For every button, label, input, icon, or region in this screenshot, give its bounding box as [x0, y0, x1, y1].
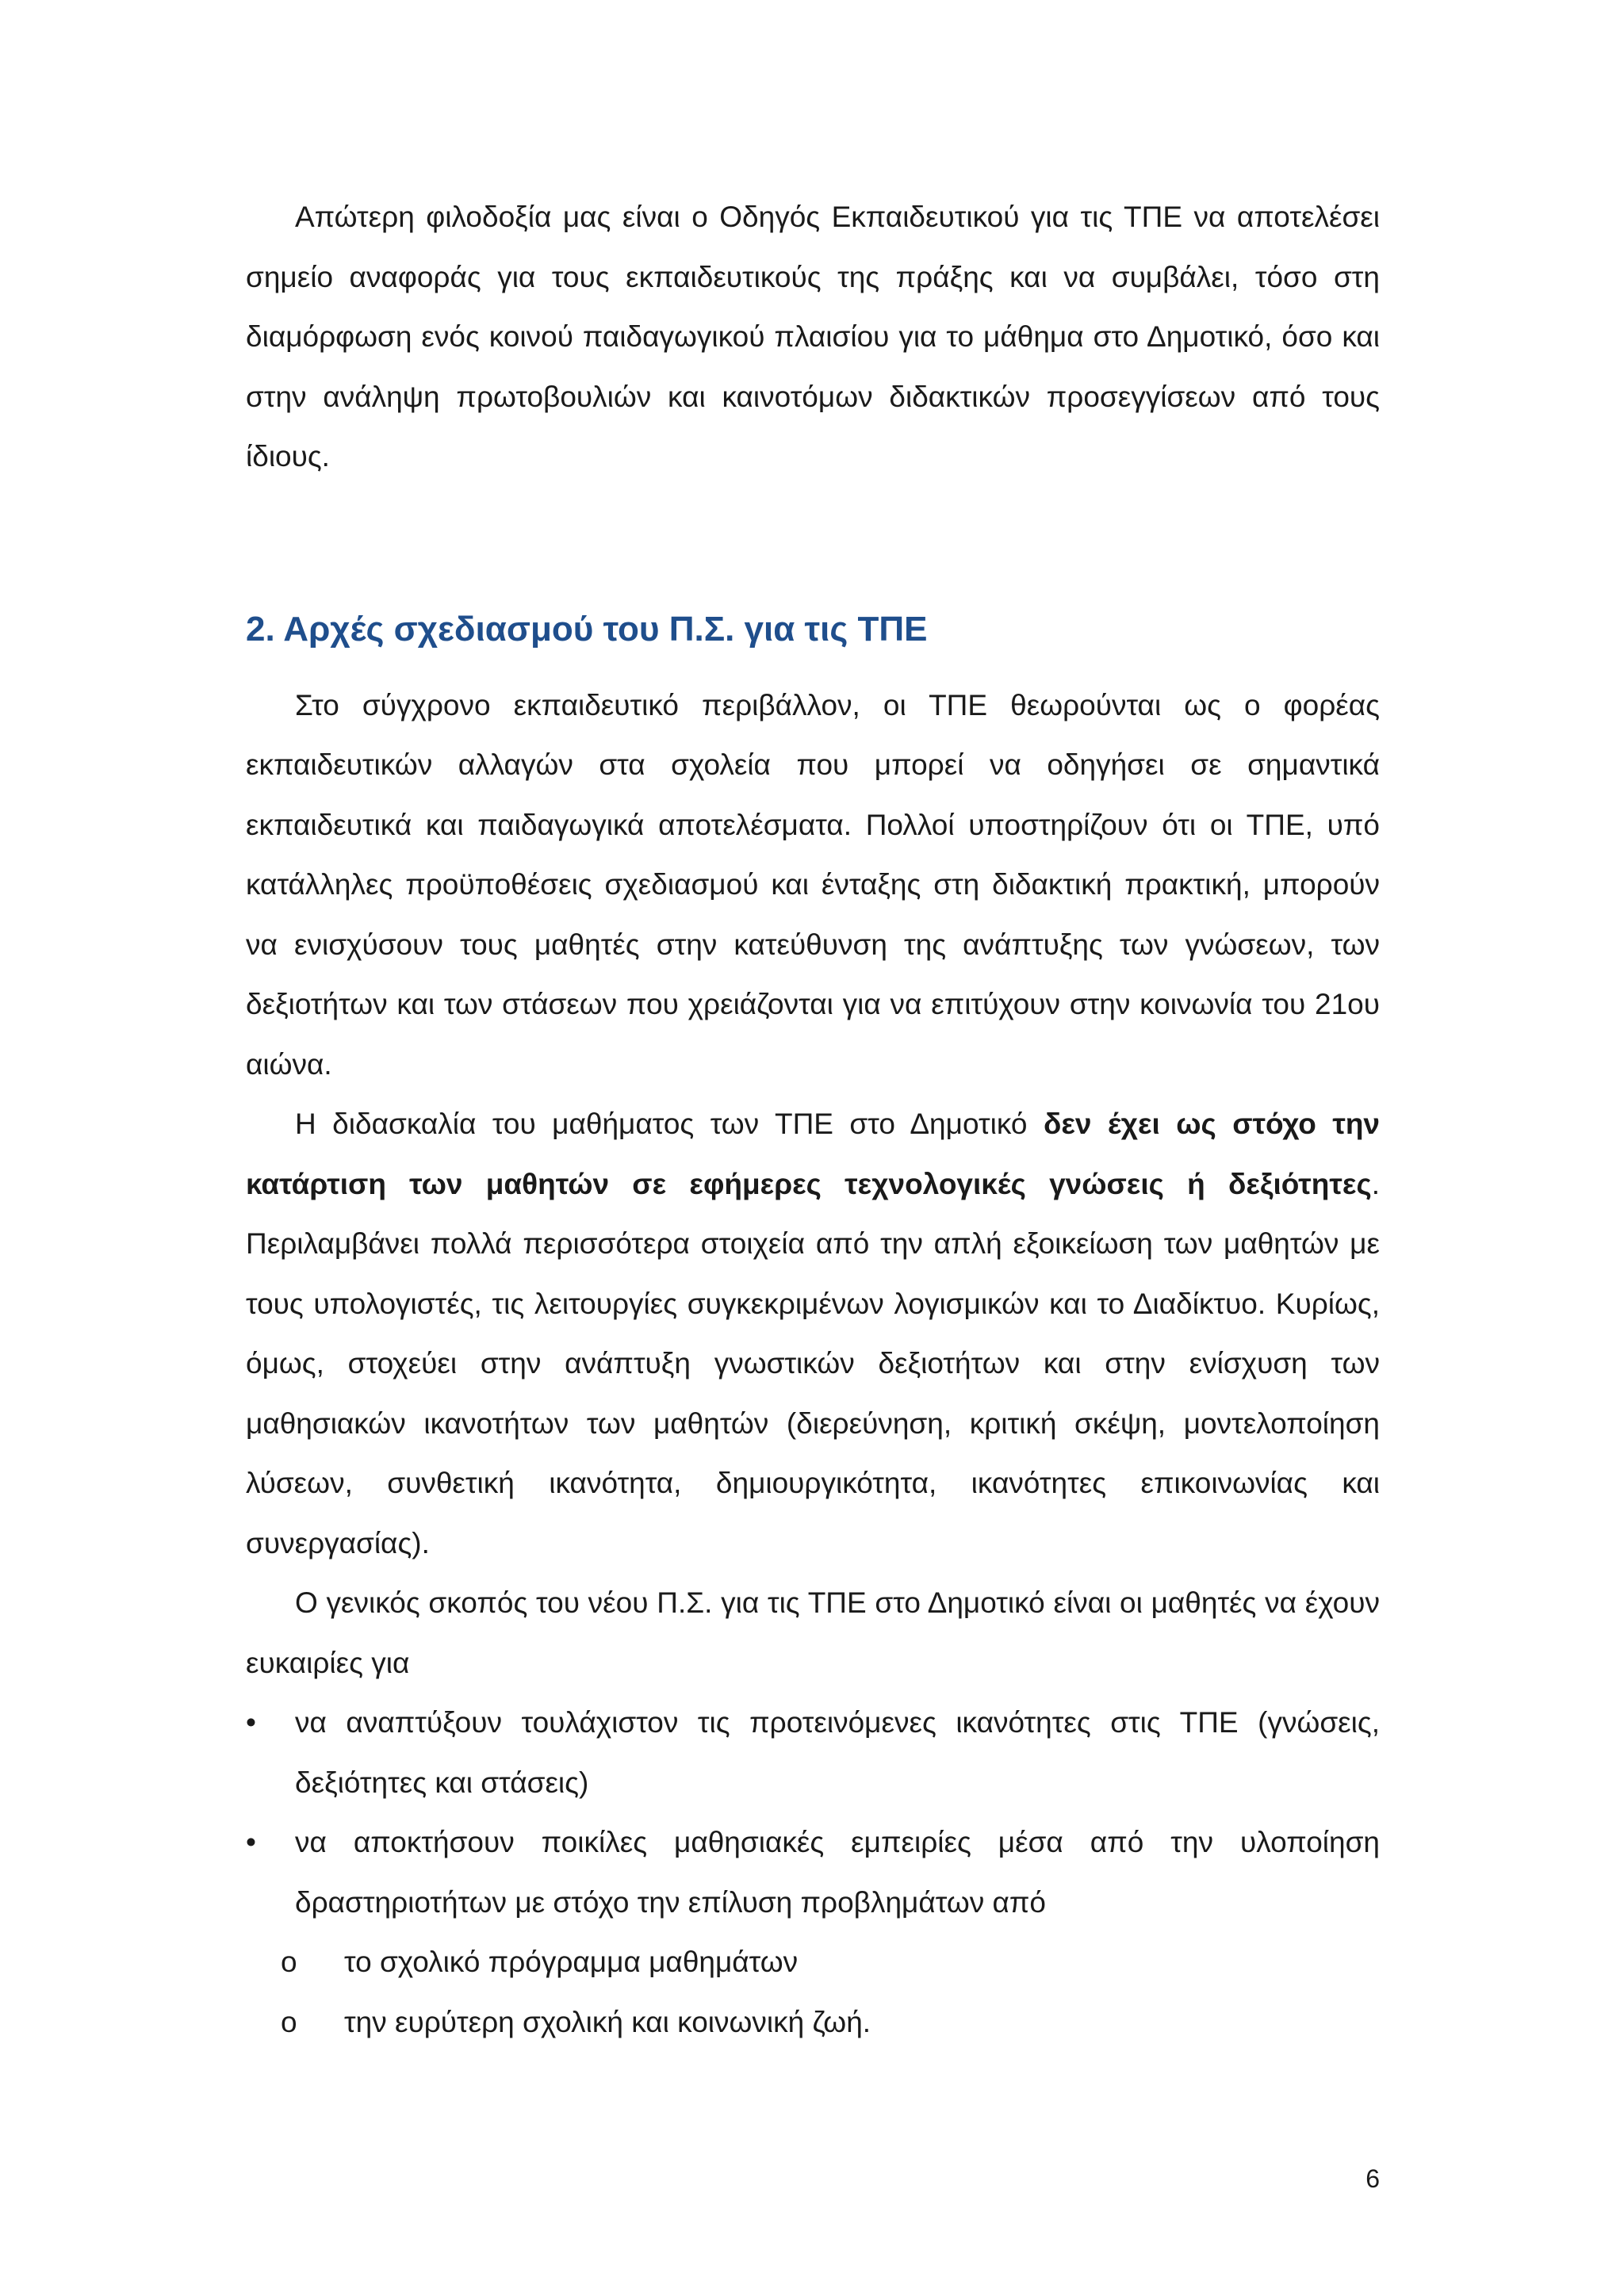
sub-bullet-item: [246, 1932, 1380, 1992]
section-paragraph-2: [246, 1094, 1380, 1573]
goal-bullet-item: [246, 1812, 1380, 1932]
intro-paragraph: Απώτερη φιλοδοξία μας είναι ο Οδηγός Εκπαιδευτικού για τις ΤΠΕ να αποτελέσει σημείο αναφοράς για τους εκπαιδευτικούς της πράξης και να συμβάλει, τόσο στη διαμόρφωση ενός κοινού παιδαγωγικού πλαισίου για το μάθημα στο Δημοτικό, όσο και στην ανάληψη πρωτοβουλιών και καινοτόμων διδακτικών προσεγγίσεων από τους ίδιους.: [246, 201, 1380, 473]
bullet-text: να αποκτήσουν ποικίλες μαθησιακές εμπειρίες μέσα από την υλοποίηση δραστηριοτήτων με στόχο την επίλυση προβλημάτων από: [295, 1826, 1380, 1919]
sub-bullet-list: [246, 1932, 1380, 2052]
page-content: [246, 187, 1380, 2052]
paragraph-2-end: . Περιλαμβάνει πολλά περισσότερα στοιχεία από την απλή εξοικείωση των μαθητών με τους υπολογιστές, τις λειτουργίες συγκεκριμένων λογισμικών και το Διαδίκτυο. Κυρίως, όμως, στοχεύει στην ανάπτυξη γνωστικών δεξιοτήτων και στην ενίσχυση των μαθησιακών ικανοτήτων των μαθητών (διερεύνηση, κριτική σκέψη, μοντελοποίηση λύσεων, συνθετική ικανότητα, δημιουργικότητα, ικανότητες επικοινωνίας και συνεργασίας).: [246, 1167, 1380, 1559]
circle-bullet-icon: o: [281, 2005, 297, 2038]
goal-bullet-item: [246, 1693, 1380, 1812]
sub-bullet-item: [246, 1992, 1380, 2053]
paragraph-2-start: Η διδασκαλία του μαθήματος των ΤΠΕ στο Δημοτικό: [295, 1108, 1044, 1140]
section-paragraph-3: Ο γενικός σκοπός του νέου Π.Σ. για τις ΤΠΕ στο Δημοτικό είναι οι μαθητές να έχουν ευκαιρίες για: [246, 1586, 1380, 1679]
section-heading: 2. Αρχές σχεδιασμού του Π.Σ. για τις ΤΠΕ: [246, 609, 928, 649]
section-paragraph-1: Στο σύγχρονο εκπαιδευτικό περιβάλλον, οι ΤΠΕ θεωρούνται ως ο φορέας εκπαιδευτικών αλλαγών στα σχολεία που μπορεί να οδηγήσει σε σημαντικά εκπαιδευτικά και παιδαγωγικά αποτελέσματα. Πολλοί υποστηρίζουν ότι οι ΤΠΕ, υπό κατάλληλες προϋποθέσεις σχεδιασμού και ένταξης στη διδακτική πρακτική, μπορούν να ενισχύσουν τους μαθητές στην κατεύθυνση της ανάπτυξης των γνώσεων, των δεξιοτήτων και των στάσεων που χρειάζονται για να επιτύχουν στην κοινωνία του 21ου αιώνα.: [246, 688, 1380, 1081]
sub-bullet-text: την ευρύτερη σχολική και κοινωνική ζωή.: [344, 2005, 871, 2038]
bullet-text: να αναπτύξουν τουλάχιστον τις προτεινόμενες ικανότητες στις ΤΠΕ (γνώσεις, δεξιότητες και στάσεις): [295, 1706, 1380, 1799]
bullet-icon: •: [246, 1706, 256, 1739]
page-number: 6: [1365, 2164, 1380, 2193]
circle-bullet-icon: o: [281, 1946, 297, 1978]
paragraph-2-bold-emphasis: δεν έχει ως στόχο την κατάρτιση των μαθητών σε εφήμερες τεχνολογικές γνώσεις ή δεξιότητες: [246, 1108, 1381, 1200]
sub-bullet-text: το σχολικό πρόγραμμα μαθημάτων: [344, 1946, 799, 1978]
bullet-icon: •: [246, 1826, 256, 1858]
goal-bullet-list: [246, 1693, 1380, 1932]
